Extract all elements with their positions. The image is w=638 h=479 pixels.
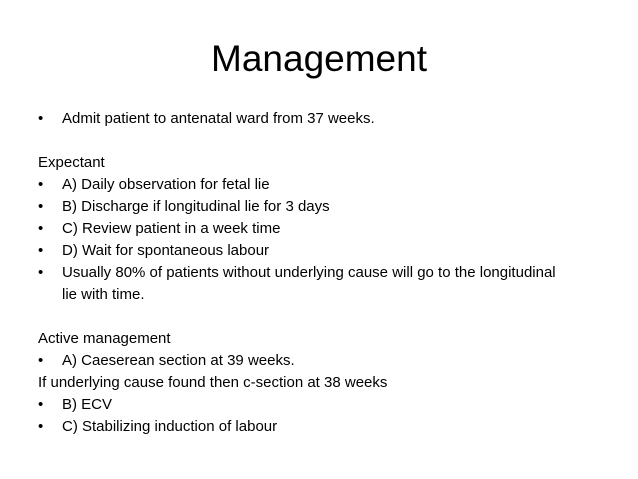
- bullet-marker: •: [38, 176, 44, 193]
- intro-text: Admit patient to antenatal ward from 37 weeks.: [62, 110, 375, 127]
- expectant-item-text: A) Daily observation for fetal lie: [62, 176, 270, 193]
- slide-body: [38, 108, 598, 438]
- active-item-text: A) Caeserean section at 39 weeks.: [62, 352, 295, 369]
- active-item-a: [38, 350, 598, 372]
- expectant-item-text: C) Review patient in a week time: [62, 220, 281, 237]
- active-item-b: [38, 394, 598, 416]
- active-note: If underlying cause found then c-section at 38 weeks: [38, 374, 388, 391]
- bullet-marker: •: [38, 242, 44, 259]
- bullet-marker: •: [38, 110, 44, 127]
- bullet-marker: •: [38, 418, 44, 435]
- active-item-text: C) Stabilizing induction of labour: [62, 418, 278, 435]
- expectant-item-text: Usually 80% of patients without underlying cause will go to the longitudinal lie with time.: [62, 264, 556, 303]
- expectant-item-text: B) Discharge if longitudinal lie for 3 days: [62, 198, 330, 215]
- active-item-c: [38, 416, 598, 438]
- active-item-text: B) ECV: [62, 396, 113, 413]
- bullet-marker: •: [38, 220, 44, 237]
- expectant-item-a: [38, 174, 598, 196]
- intro-bullet: [38, 108, 598, 130]
- expectant-item-d: [38, 240, 598, 262]
- expectant-heading: Expectant: [38, 154, 105, 171]
- expectant-item-c: [38, 218, 598, 240]
- bullet-marker: •: [38, 198, 44, 215]
- expectant-item-usually: [38, 262, 562, 306]
- spacer: [38, 130, 598, 152]
- bullet-marker: •: [38, 352, 44, 369]
- spacer: [38, 306, 598, 328]
- bullet-marker: •: [38, 396, 44, 413]
- active-heading: Active management: [38, 330, 171, 347]
- slide-title: Management: [211, 38, 427, 79]
- bullet-marker: •: [38, 264, 44, 281]
- expectant-item-b: [38, 196, 598, 218]
- expectant-item-text: D) Wait for spontaneous labour: [62, 242, 270, 259]
